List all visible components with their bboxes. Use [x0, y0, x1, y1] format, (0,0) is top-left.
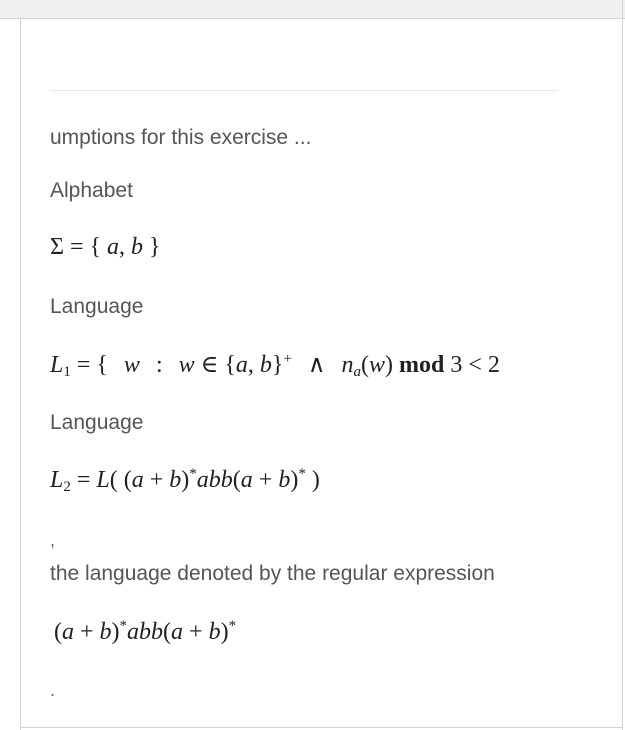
- alphabet-formula: Σ = { a, b }: [50, 234, 161, 260]
- bottom-border: [20, 727, 623, 728]
- alphabet-label: Alphabet: [50, 179, 133, 202]
- right-border: [622, 0, 623, 730]
- left-border: [20, 18, 21, 730]
- period-mark: .: [50, 680, 56, 700]
- language2-formula: $L_2 = L$( (a + b)*abb(a + b)* ): [50, 466, 320, 495]
- regex-formula: (a + b)*abb(a + b)*: [54, 618, 237, 645]
- language1-formula: $L_1$ = { w : w ∈ {a, b}+ ∧ $n_a(w)$ mod 3 < 2: [50, 351, 500, 380]
- intro-text: umptions for this exercise ...: [50, 126, 312, 149]
- top-toolbar-strip: [0, 0, 625, 19]
- divider-line: [50, 90, 558, 91]
- comma-mark: ,: [50, 530, 56, 550]
- language1-label: Language: [50, 295, 144, 318]
- language2-label: Language: [50, 411, 144, 434]
- description-text: the language denoted by the regular expression: [50, 562, 495, 585]
